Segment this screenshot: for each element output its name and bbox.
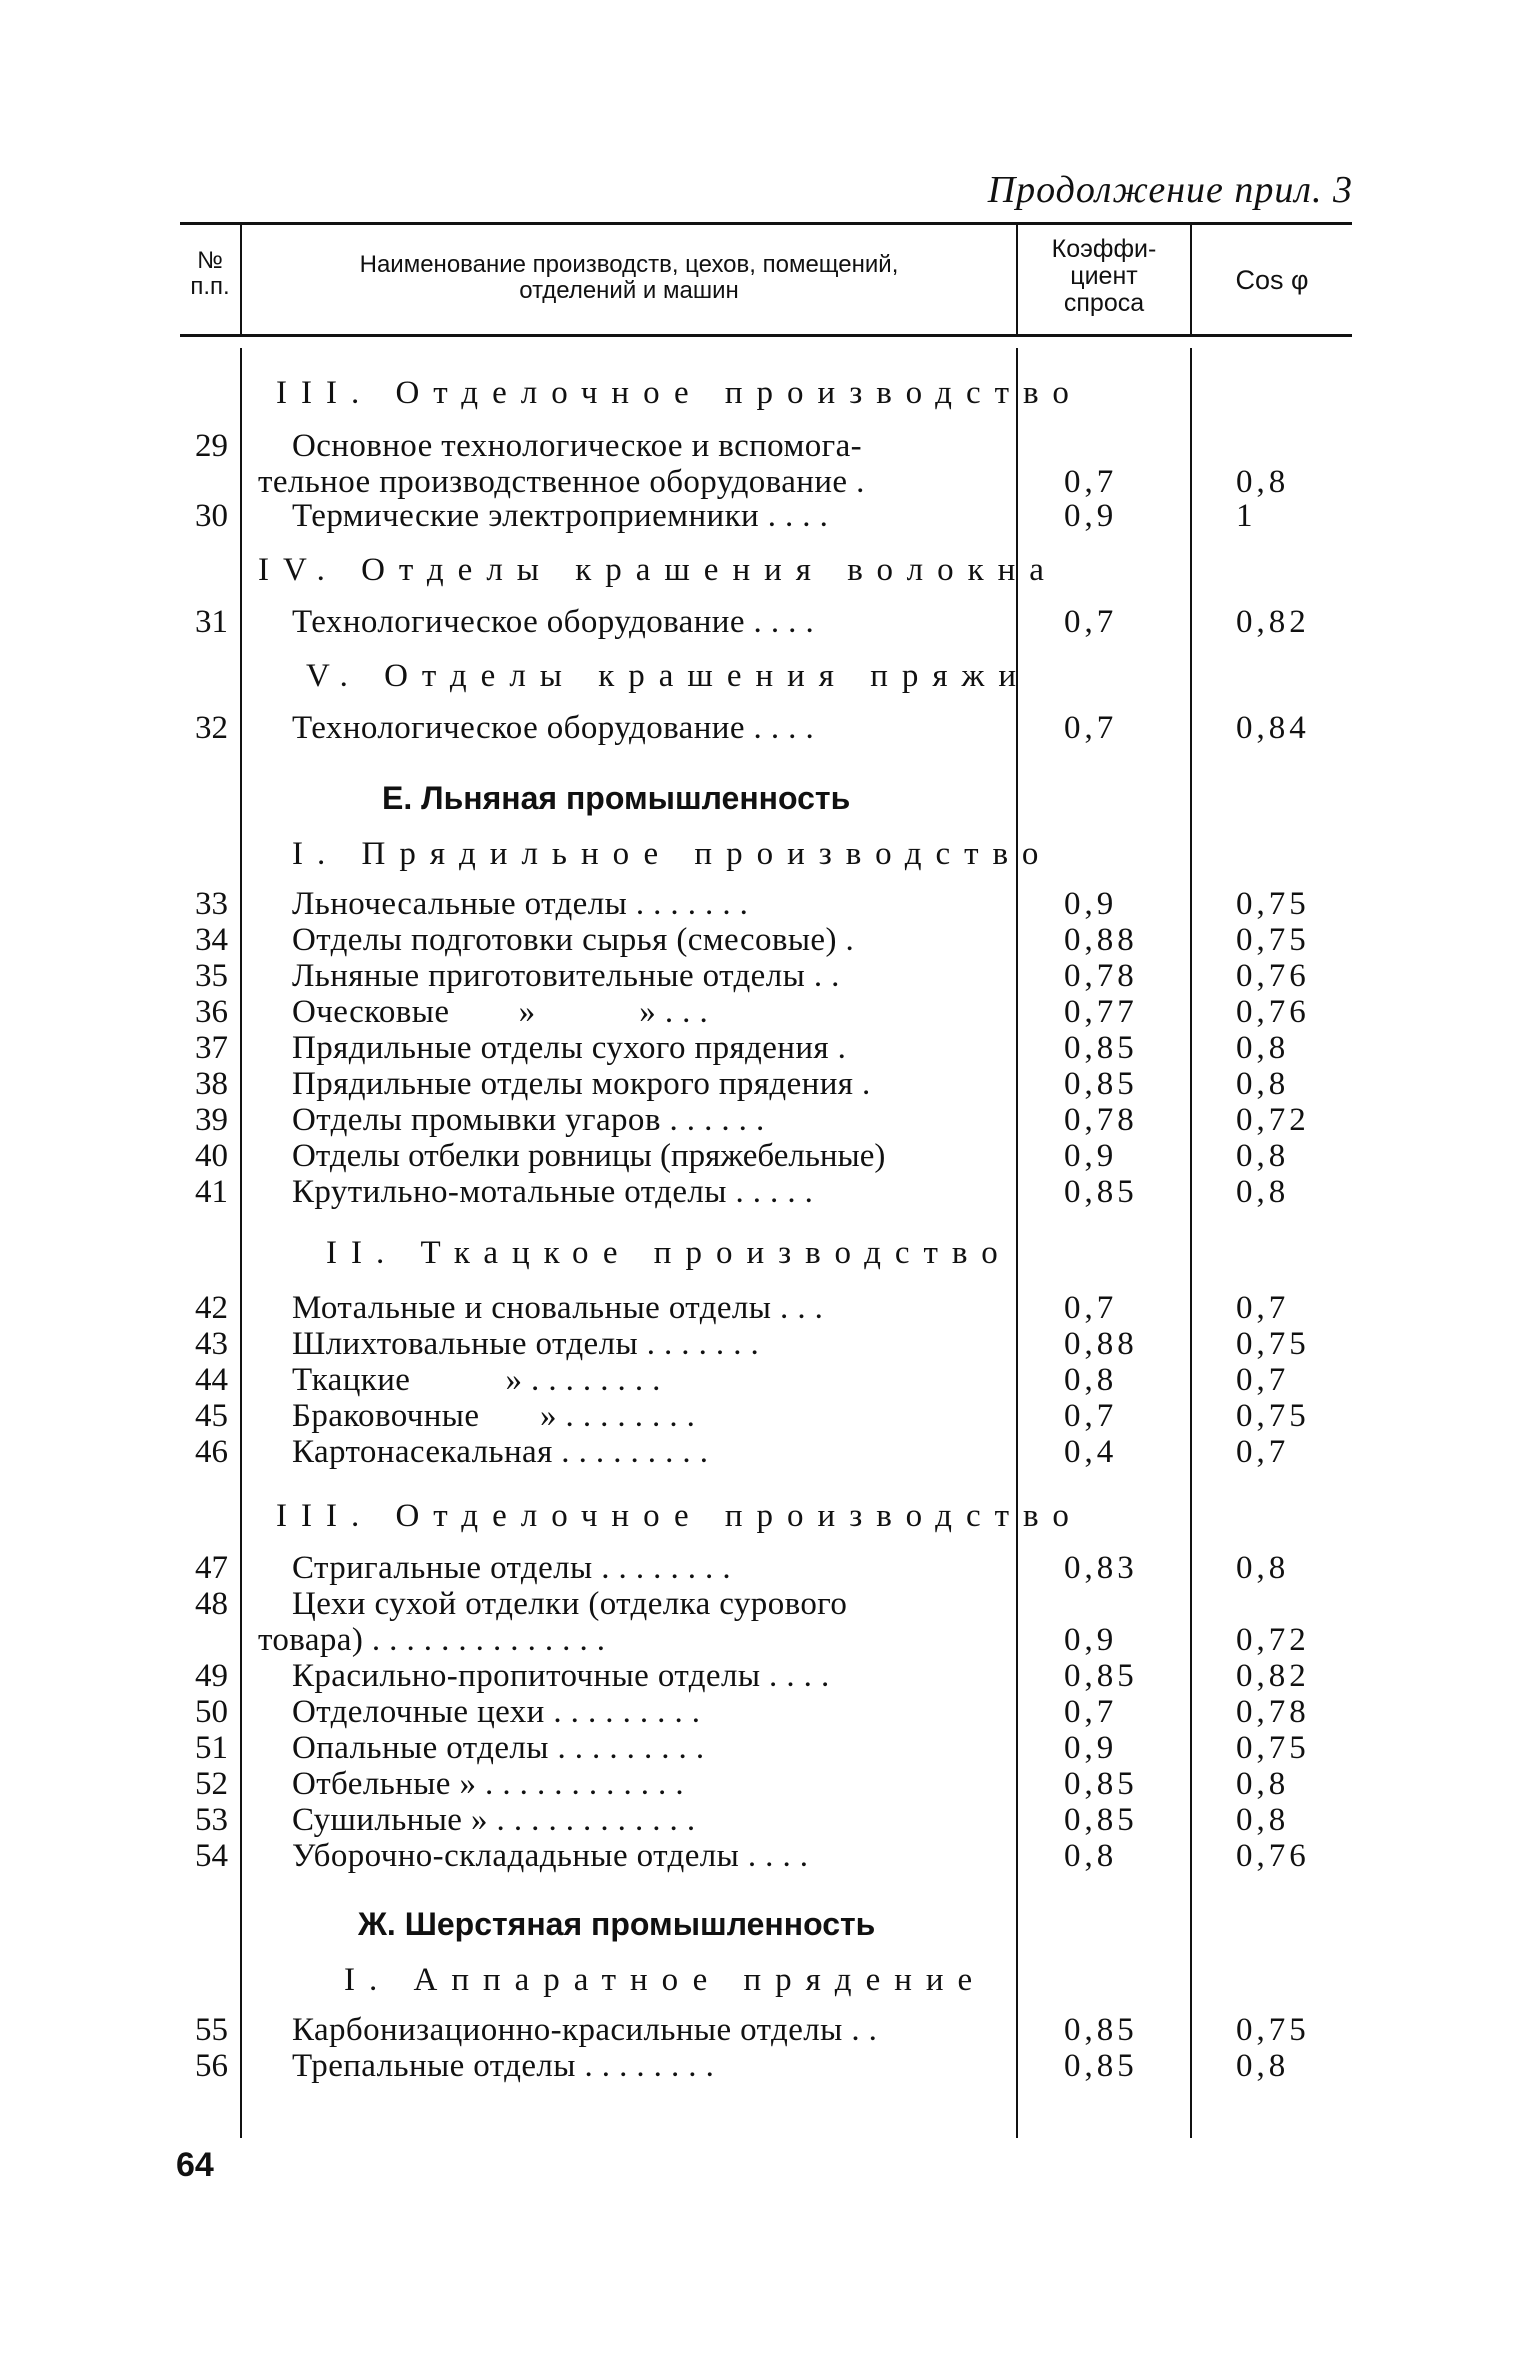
- row-demand-coefficient: 0,85: [1064, 1766, 1138, 1802]
- row-cos-phi: 0,7: [1236, 1434, 1290, 1470]
- header-name-line-1: Наименование производств, цехов, помещений,: [359, 251, 899, 278]
- row-cos-phi: 0,7: [1236, 1290, 1290, 1326]
- header-demand-line-1: Коэффи-: [1051, 235, 1157, 263]
- row-demand-coefficient: 0,85: [1064, 1030, 1138, 1066]
- row-number: 37: [195, 1030, 228, 1066]
- row-demand-coefficient: 0,78: [1064, 1102, 1138, 1138]
- row-cos-phi: 0,8: [1236, 1066, 1290, 1102]
- row-cos-phi: 0,75: [1236, 1730, 1310, 1766]
- row-cos-phi: 0,75: [1236, 1326, 1310, 1362]
- row-cos-phi: 1: [1236, 498, 1257, 534]
- header-num-line-1: №: [197, 247, 223, 274]
- row-demand-coefficient: 0,9: [1064, 886, 1118, 922]
- row-name: Шлихтовальные отделы . . . . . . .: [292, 1326, 760, 1362]
- row-name: Крутильно-мотальные отделы . . . . .: [292, 1174, 814, 1210]
- row-demand-coefficient: 0,7: [1064, 710, 1118, 746]
- header-num-line-2: п.п.: [190, 272, 230, 300]
- row-cos-phi: 0,72: [1236, 1102, 1310, 1138]
- row-demand-coefficient: 0,85: [1064, 2012, 1138, 2048]
- header-name: [246, 252, 1012, 304]
- row-number: 51: [195, 1730, 228, 1766]
- section-heading: III. Отделочное производство: [276, 375, 1083, 411]
- row-name-continued: тельное производственное оборудование .: [258, 464, 865, 500]
- row-demand-coefficient: 0,8: [1064, 1838, 1118, 1874]
- section-heading: III. Отделочное производство: [276, 1498, 1083, 1534]
- row-cos-phi: 0,7: [1236, 1362, 1290, 1398]
- row-name: Уборочно-склададьные отделы . . . .: [292, 1838, 809, 1874]
- row-number: 47: [195, 1550, 228, 1586]
- row-cos-phi: 0,75: [1236, 922, 1310, 958]
- row-name: Отделы отбелки ровницы (пряжебельные): [292, 1138, 886, 1174]
- row-demand-coefficient: 0,9: [1064, 1138, 1118, 1174]
- col-divider-3: [1190, 348, 1192, 2138]
- row-number: 38: [195, 1066, 228, 1102]
- row-demand-coefficient: 0,85: [1064, 1066, 1138, 1102]
- industry-heading: Ж. Шерстяная промышленность: [358, 1906, 876, 1942]
- industry-heading: Е. Льняная промышленность: [382, 780, 851, 816]
- top-rule: [180, 222, 1352, 225]
- section-heading: I. Прядильное производство: [292, 836, 1053, 872]
- row-cos-phi: 0,8: [1236, 1030, 1290, 1066]
- section-heading: V. Отделы крашения пряжи: [306, 658, 1031, 694]
- row-name: Отделы подготовки сырья (смесовые) .: [292, 922, 855, 958]
- row-demand-coefficient: 0,7: [1064, 1694, 1118, 1730]
- header-demand: [1020, 236, 1188, 317]
- row-name-continued: товара) . . . . . . . . . . . . . .: [258, 1622, 606, 1658]
- row-number: 44: [195, 1362, 228, 1398]
- row-cos-phi: 0,82: [1236, 1658, 1310, 1694]
- row-number: 32: [195, 710, 228, 746]
- col-divider-3-head: [1190, 224, 1192, 334]
- row-name: Термические электроприемники . . . .: [292, 498, 829, 534]
- row-number: 30: [195, 498, 228, 534]
- row-name: Основное технологическое и вспомога-: [292, 428, 863, 464]
- col-divider-2: [1016, 348, 1018, 2138]
- row-demand-coefficient: 0,83: [1064, 1550, 1138, 1586]
- row-cos-phi: 0,75: [1236, 2012, 1310, 2048]
- row-demand-coefficient: 0,85: [1064, 1802, 1138, 1838]
- row-number: 55: [195, 2012, 228, 2048]
- row-demand-coefficient: 0,85: [1064, 1174, 1138, 1210]
- row-demand-coefficient: 0,7: [1064, 1398, 1118, 1434]
- row-number: 54: [195, 1838, 228, 1874]
- row-cos-phi: 0,75: [1236, 1398, 1310, 1434]
- row-demand-coefficient: 0,85: [1064, 2048, 1138, 2084]
- row-number: 49: [195, 1658, 228, 1694]
- row-name: Технологическое оборудование . . . .: [292, 710, 815, 746]
- row-name: Отделочные цехи . . . . . . . . .: [292, 1694, 701, 1730]
- row-name: Отбельные » . . . . . . . . . . . .: [292, 1766, 685, 1802]
- row-cos-phi: 0,8: [1236, 1138, 1290, 1174]
- row-name: Трепальные отделы . . . . . . . .: [292, 2048, 715, 2084]
- row-number: 40: [195, 1138, 228, 1174]
- row-cos-phi: 0,76: [1236, 958, 1310, 994]
- header-bottom-rule: [180, 334, 1352, 337]
- row-name: Льняные приготовительные отделы . .: [292, 958, 840, 994]
- row-name: Картонасекальная . . . . . . . . .: [292, 1434, 709, 1470]
- header-demand-line-3: спроса: [1063, 289, 1145, 317]
- row-demand-coefficient: 0,7: [1064, 1290, 1118, 1326]
- row-name: Мотальные и сновальные отделы . . .: [292, 1290, 824, 1326]
- row-name: Льночесальные отделы . . . . . . .: [292, 886, 749, 922]
- row-cos-phi: 0,8: [1236, 1802, 1290, 1838]
- row-number: 39: [195, 1102, 228, 1138]
- row-demand-coefficient: 0,7: [1064, 464, 1118, 500]
- row-number: 43: [195, 1326, 228, 1362]
- row-demand-coefficient: 0,9: [1064, 1730, 1118, 1766]
- table-caption: Продолжение прил. 3: [987, 169, 1353, 211]
- row-demand-coefficient: 0,4: [1064, 1434, 1118, 1470]
- row-cos-phi: 0,8: [1236, 1550, 1290, 1586]
- row-demand-coefficient: 0,9: [1064, 1622, 1118, 1658]
- row-name: Стригальные отделы . . . . . . . .: [292, 1550, 732, 1586]
- row-cos-phi: 0,84: [1236, 710, 1310, 746]
- page-number: 64: [176, 2146, 214, 2184]
- row-name: Технологическое оборудование . . . .: [292, 604, 815, 640]
- row-number: 56: [195, 2048, 228, 2084]
- row-name: Прядильные отделы сухого прядения .: [292, 1030, 847, 1066]
- row-number: 35: [195, 958, 228, 994]
- row-cos-phi: 0,8: [1236, 1174, 1290, 1210]
- col-divider-1: [240, 348, 242, 2138]
- row-number: 48: [195, 1586, 228, 1622]
- row-number: 41: [195, 1174, 228, 1210]
- row-name: Ткацкие » . . . . . . . .: [292, 1362, 661, 1398]
- row-demand-coefficient: 0,77: [1064, 994, 1138, 1030]
- row-number: 29: [195, 428, 228, 464]
- row-demand-coefficient: 0,8: [1064, 1362, 1118, 1398]
- row-demand-coefficient: 0,78: [1064, 958, 1138, 994]
- section-heading: II. Ткацкое производство: [326, 1235, 1012, 1271]
- row-cos-phi: 0,76: [1236, 1838, 1310, 1874]
- row-name: Карбонизационно-красильные отделы . .: [292, 2012, 878, 2048]
- row-name: Цехи сухой отделки (отделка сурового: [292, 1586, 848, 1622]
- row-cos-phi: 0,8: [1236, 464, 1290, 500]
- row-cos-phi: 0,76: [1236, 994, 1310, 1030]
- row-demand-coefficient: 0,7: [1064, 604, 1118, 640]
- header-demand-line-2: циент: [1070, 262, 1138, 290]
- row-number: 36: [195, 994, 228, 1030]
- row-demand-coefficient: 0,88: [1064, 922, 1138, 958]
- row-name: Браковочные » . . . . . . . .: [292, 1398, 696, 1434]
- row-number: 31: [195, 604, 228, 640]
- row-name: Сушильные » . . . . . . . . . . . .: [292, 1802, 696, 1838]
- row-number: 53: [195, 1802, 228, 1838]
- col-divider-1-head: [240, 224, 242, 334]
- row-demand-coefficient: 0,9: [1064, 498, 1118, 534]
- row-number: 45: [195, 1398, 228, 1434]
- row-number: 50: [195, 1694, 228, 1730]
- row-name: Опальные отделы . . . . . . . . .: [292, 1730, 705, 1766]
- row-name: Оческовые » » . . .: [292, 994, 709, 1030]
- row-number: 42: [195, 1290, 228, 1326]
- row-number: 46: [195, 1434, 228, 1470]
- col-divider-2-head: [1016, 224, 1018, 334]
- row-name: Прядильные отделы мокрого прядения .: [292, 1066, 871, 1102]
- row-number: 34: [195, 922, 228, 958]
- section-heading: IV. Отделы крашения волокна: [258, 552, 1058, 588]
- row-demand-coefficient: 0,85: [1064, 1658, 1138, 1694]
- row-cos-phi: 0,8: [1236, 2048, 1290, 2084]
- header-cos: Cos φ: [1235, 265, 1309, 295]
- header-num: [180, 248, 240, 300]
- row-cos-phi: 0,72: [1236, 1622, 1310, 1658]
- row-name: Отделы промывки угаров . . . . . .: [292, 1102, 765, 1138]
- row-name: Красильно-пропиточные отделы . . . .: [292, 1658, 830, 1694]
- header-name-line-2: отделений и машин: [519, 276, 739, 304]
- row-cos-phi: 0,75: [1236, 886, 1310, 922]
- row-cos-phi: 0,78: [1236, 1694, 1310, 1730]
- row-number: 52: [195, 1766, 228, 1802]
- row-demand-coefficient: 0,88: [1064, 1326, 1138, 1362]
- row-number: 33: [195, 886, 228, 922]
- row-cos-phi: 0,82: [1236, 604, 1310, 640]
- section-heading: I. Аппаратное прядение: [344, 1962, 987, 1998]
- row-cos-phi: 0,8: [1236, 1766, 1290, 1802]
